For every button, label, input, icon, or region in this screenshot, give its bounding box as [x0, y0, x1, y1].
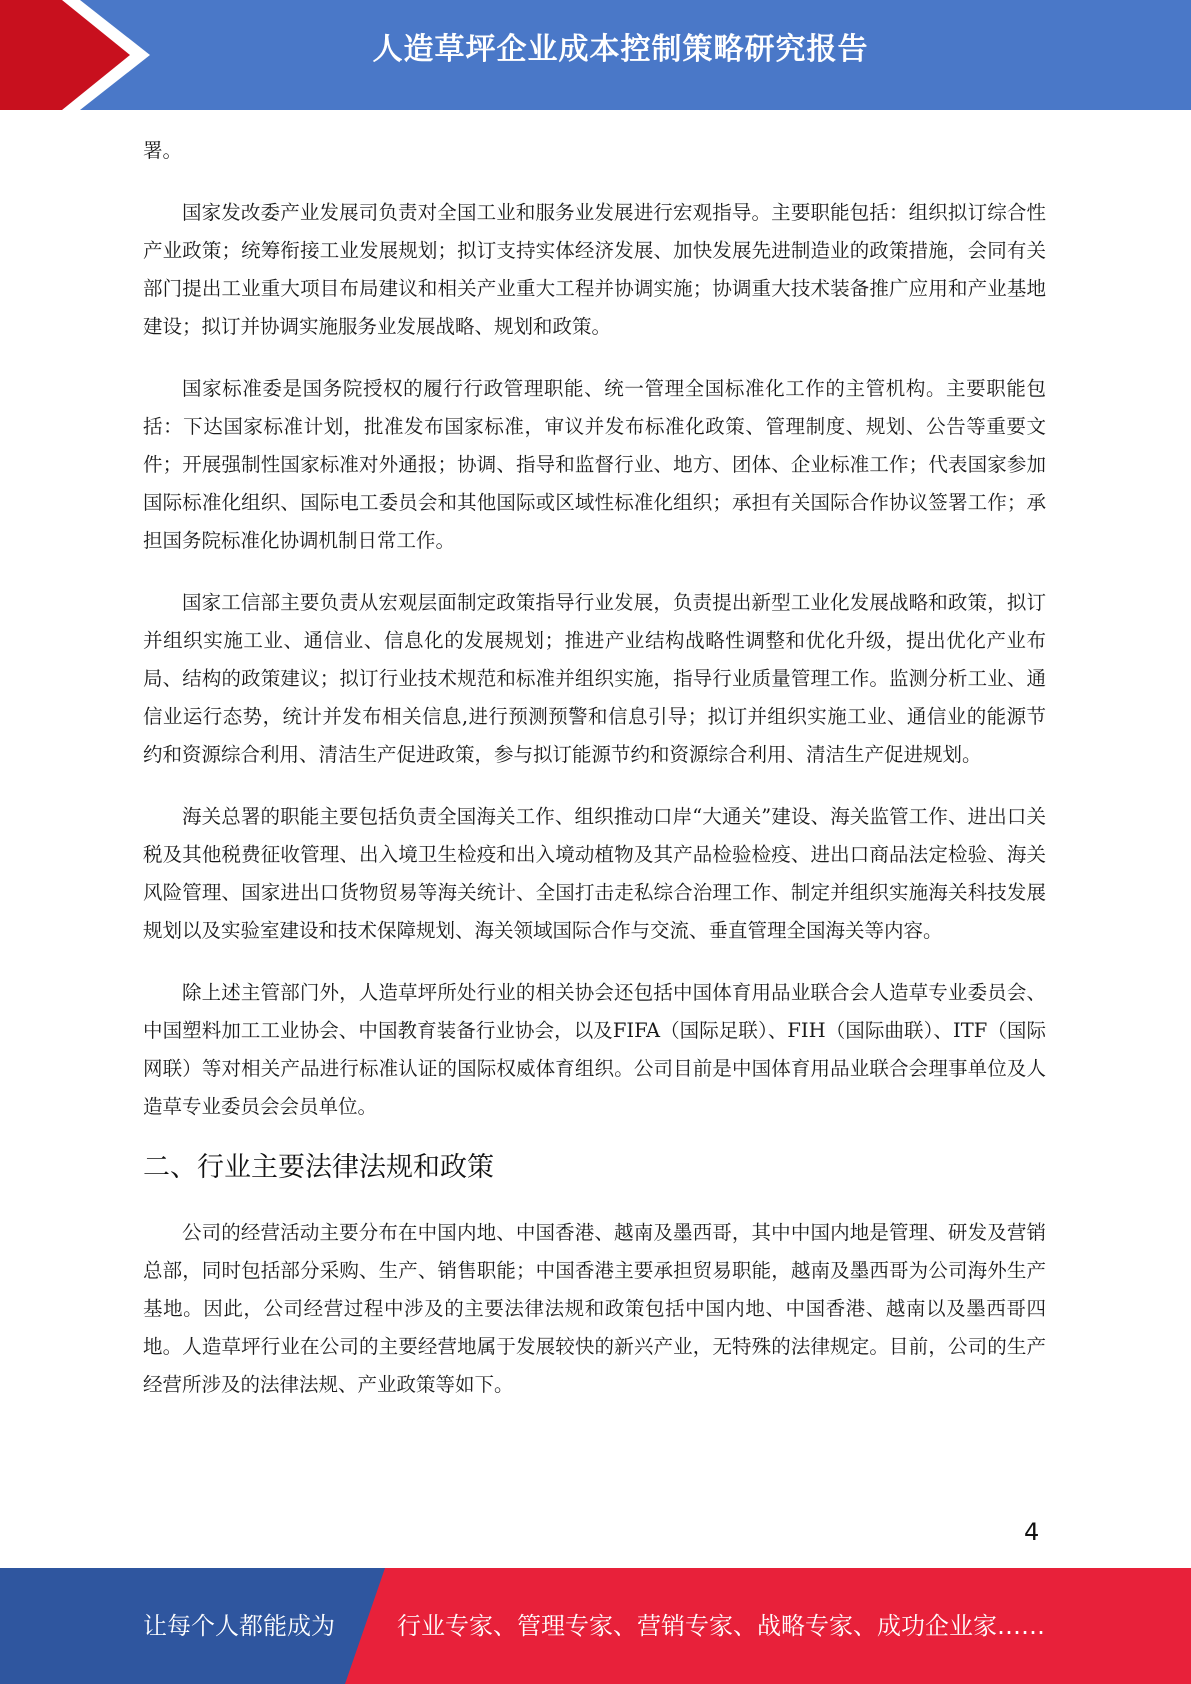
- paragraph-miit: 国家工信部主要负责从宏观层面制定政策指导行业发展，负责提出新型工业化发展战略和政策，拟订并组织实施工业、通信业、信息化的发展规划；推进产业结构战略性调整和优化升级，提出优化产业布局、结构的政策建议；拟订行业技术规范和标准并组织实施，指导行业质量管理工作。监测分析工业、通信业运行态势，统计并发布相关信息,进行预测预警和信息引导；拟订并组织实施工业、通信业的能源节约和资源综合利用、清洁生产促进政策，参与拟订能源节约和资源综合利用、清洁生产促进规划。: [143, 591, 1046, 766]
- page-header: [0, 0, 1191, 110]
- paragraph-standards: 国家标准委是国务院授权的履行行政管理职能、统一管理全国标准化工作的主管机构。主要职能包括：下达国家标准计划，批准发布国家标准，审议并发布标准化政策、管理制度、规划、公告等重要文件；开展强制性国家标准对外通报；协调、指导和监督行业、地方、团体、企业标准工作；代表国家参加国际标准化组织、国际电工委员会和其他国际或区域性标准化组织；承担有关国际合作协议签署工作；承担国务院标准化协调机制日常工作。: [143, 377, 1046, 552]
- page-number: 4: [1024, 1518, 1040, 1546]
- report-title: 人造草坪企业成本控制策略研究报告: [372, 32, 869, 67]
- footer-slogan-left: 让每个人都能成为: [143, 1612, 335, 1640]
- footer-slogan-right: 行业专家、管理专家、营销专家、战略专家、成功企业家……: [397, 1612, 1045, 1640]
- paragraph-ndrc: 国家发改委产业发展司负责对全国工业和服务业发展进行宏观指导。主要职能包括：组织拟订综合性产业政策；统筹衔接工业发展规划；拟订支持实体经济发展、加快发展先进制造业的政策措施，会同有关部门提出工业重大项目布局建议和相关产业重大工程并协调实施；协调重大技术装备推广应用和产业基地建设；拟订并协调实施服务业发展战略、规划和政策。: [143, 201, 1046, 338]
- paragraph-associations: 除上述主管部门外，人造草坪所处行业的相关协会还包括中国体育用品业联合会人造草专业委员会、中国塑料加工工业协会、中国教育装备行业协会，以及FIFA（国际足联）、FIH（国际曲联）、ITF（国际网联）等对相关产品进行标准认证的国际权威体育组织。公司目前是中国体育用品业联合会理事单位及人造草专业委员会会员单位。: [143, 981, 1046, 1118]
- document-body: [143, 132, 1046, 1404]
- section-heading: 二、行业主要法律法规和政策: [143, 1152, 494, 1183]
- paragraph-operations: 公司的经营活动主要分布在中国内地、中国香港、越南及墨西哥，其中中国内地是管理、研发及营销总部，同时包括部分采购、生产、销售职能；中国香港主要承担贸易职能，越南及墨西哥为公司海外生产基地。因此，公司经营过程中涉及的主要法律法规和政策包括中国内地、中国香港、越南以及墨西哥四地。人造草坪行业在公司的主要经营地属于发展较快的新兴产业，无特殊的法律规定。目前，公司的生产经营所涉及的法律法规、产业政策等如下。: [143, 1221, 1046, 1396]
- page-footer: [0, 1568, 1191, 1684]
- paragraph-continuation: 署。: [143, 139, 183, 162]
- paragraph-customs: 海关总署的职能主要包括负责全国海关工作、组织推动口岸“大通关”建设、海关监管工作、进出口关税及其他税费征收管理、出入境卫生检疫和出入境动植物及其产品检验检疫、进出口商品法定检验、海关风险管理、国家进出口货物贸易等海关统计、全国打击走私综合治理工作、制定并组织实施海关科技发展规划以及实验室建设和技术保障规划、海关领域国际合作与交流、垂直管理全国海关等内容。: [143, 805, 1046, 942]
